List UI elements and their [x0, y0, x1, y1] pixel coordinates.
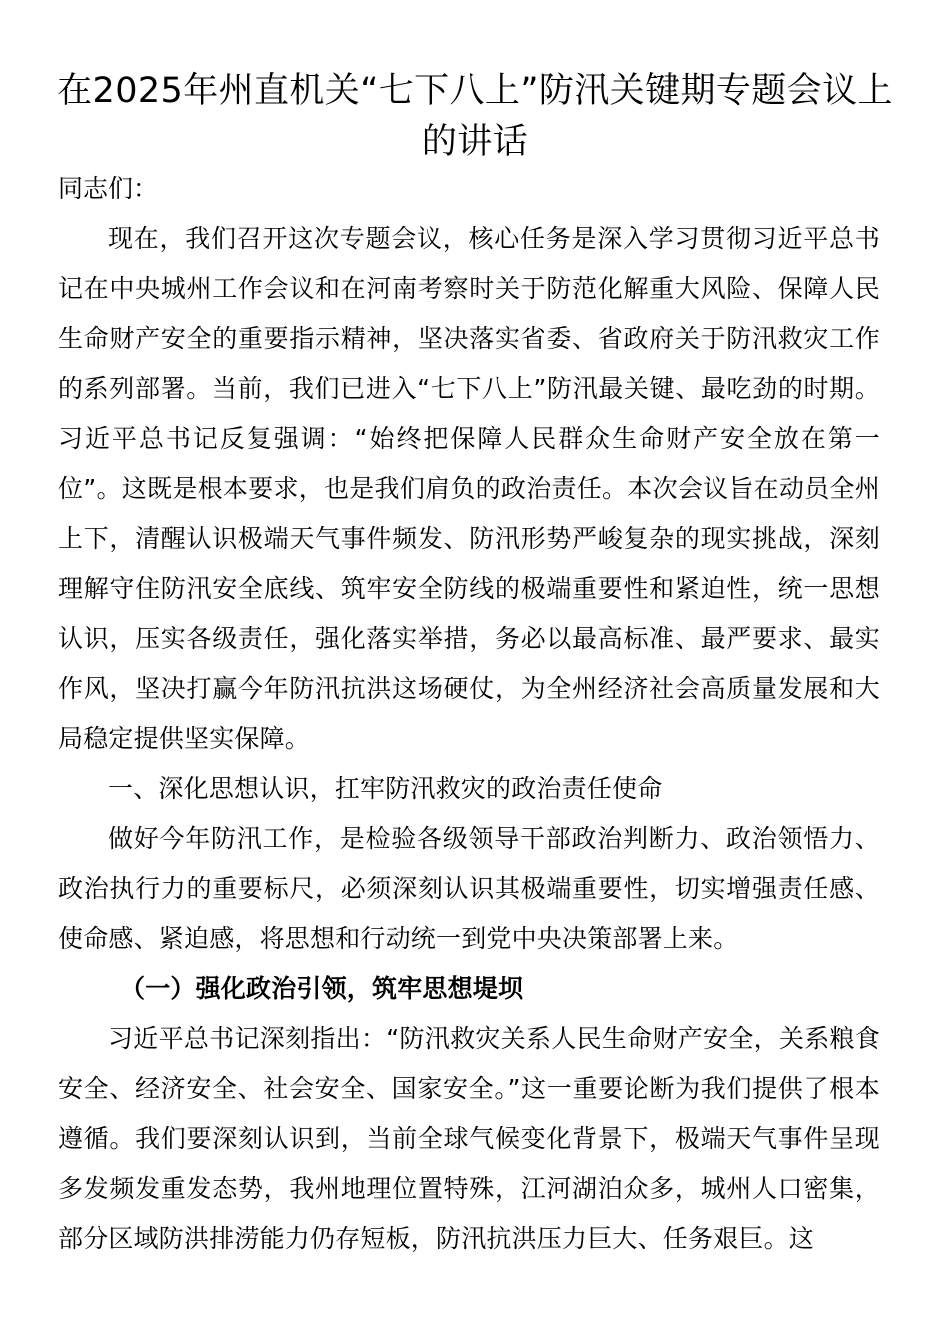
- section-heading-1: 一、深化思想认识，扛牢防汛救灾的政治责任使命: [108, 774, 663, 803]
- subsection-heading-1: （一）强化政治引领，筑牢思想堤坝: [120, 974, 524, 1003]
- subsection-1-paragraph: 习近平总书记深刻指出：“防汛救灾关系人民生命财产安全，关系粮食安全、经济安全、社会安全、国家安全。”这一重要论断为我们提供了根本遵循。我们要深刻认识到，当前全球气候变化背景下，极端天气事件呈现多发频发重发态势，我州地理位置特殊，江河湖泊众多，城州人口密集，部分区域防洪排涝能力仍存短板，防汛抗洪压力巨大、任务艰巨。这: [58, 1024, 880, 1253]
- salutation: 同志们：: [58, 174, 159, 203]
- section-1-paragraph: 做好今年防汛工作，是检验各级领导干部政治判断力、政治领悟力、政治执行力的重要标尺，必须深刻认识其极端重要性，切实增强责任感、使命感、紧迫感，将思想和行动统一到党中央决策部署上来。: [58, 824, 880, 953]
- intro-paragraph: 现在，我们召开这次专题会议，核心任务是深入学习贯彻习近平总书记在中央城州工作会议和在河南考察时关于防范化解重大风险、保障人民生命财产安全的重要指示精神，坚决落实省委、省政府关于防汛救灾工作的系列部署。当前，我们已进入“七下八上”防汛最关键、最吃劲的时期。习近平总书记反复强调：“始终把保障人民群众生命财产安全放在第一位”。这既是根本要求，也是我们肩负的政治责任。本次会议旨在动员全州上下，清醒认识极端天气事件频发、防汛形势严峻复杂的现实挑战，深刻理解守住防汛安全底线、筑牢安全防线的极端重要性和紧迫性，统一思想认识，压实各级责任，强化落实举措，务必以最高标准、最严要求、最实作风，坚决打赢今年防汛抗洪这场硬仗，为全州经济社会高质量发展和大局稳定提供坚实保障。: [58, 224, 880, 753]
- document-title: 在2025年州直机关“七下八上”防汛关键期专题会议上的讲话: [57, 71, 893, 162]
- document-body: [58, 214, 880, 1264]
